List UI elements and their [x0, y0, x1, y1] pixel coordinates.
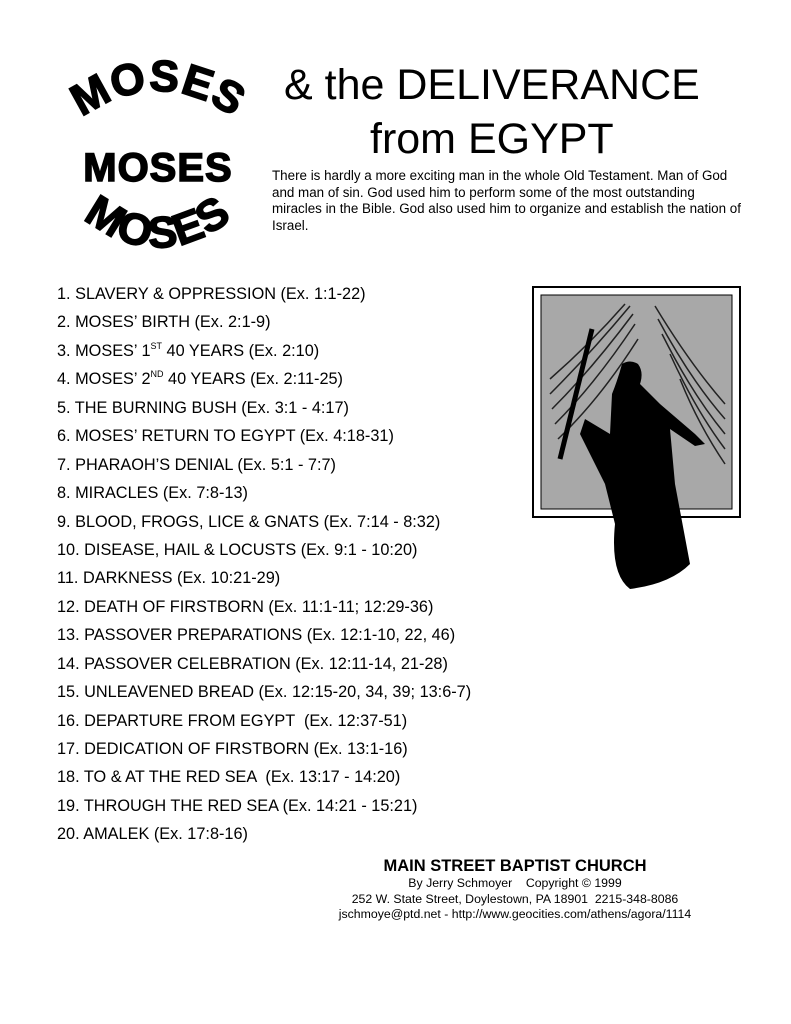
logo-word-bottom: MOSES: [77, 186, 239, 259]
author-copyright: By Jerry Schmoyer Copyright © 1999: [408, 876, 622, 890]
church-name: MAIN STREET BAPTIST CHURCH: [383, 857, 647, 875]
contact: jschmoye@ptd.net - http://www.geocities.com/athens/agora/1114: [338, 907, 692, 921]
lesson-item: 14. PASSOVER CELEBRATION (Ex. 12:11-14, 21-28): [57, 654, 448, 673]
lesson-item: 10. DISEASE, HAIL & LOCUSTS (Ex. 9:1 - 10:20): [57, 540, 418, 559]
lesson-item: 7. PHARAOH’S DENIAL (Ex. 5:1 - 7:7): [57, 455, 336, 474]
lesson-text-sup: ST: [150, 340, 163, 351]
title-line-2: from EGYPT: [370, 115, 614, 163]
moses-logo: [40, 55, 280, 285]
lesson-item: 12. DEATH OF FIRSTBORN (Ex. 11:1-11; 12:29-36): [57, 597, 434, 616]
lesson-item: [57, 365, 471, 393]
address: 252 W. State Street, Doylestown, PA 18901 2215-348-8086: [351, 891, 679, 906]
lesson-item: 8. MIRACLES (Ex. 7:8-13): [57, 484, 248, 503]
logo-word-middle: MOSES: [83, 146, 233, 190]
svg-text:MOSES: [62, 55, 254, 126]
logo-word-top: MOSES: [62, 55, 255, 126]
lesson-text-pre: 3. MOSES’ 1: [57, 341, 151, 360]
lesson-item: 2. MOSES’ BIRTH (Ex. 2:1-9): [57, 313, 271, 332]
lesson-item: 9. BLOOD, FROGS, LICE & GNATS (Ex. 7:14 - 8:32): [57, 512, 441, 531]
svg-text:MOSES: [77, 186, 239, 258]
lesson-item: 15. UNLEAVENED BREAD (Ex. 12:15-20, 34, 39; 13:6-7): [57, 683, 472, 702]
lesson-item: 13. PASSOVER PREPARATIONS (Ex. 12:1-10, 22, 46): [57, 626, 456, 645]
lesson-item: 16. DEPARTURE FROM EGYPT (Ex. 12:37-51): [57, 711, 408, 730]
moses-parting-sea-illustration: [530, 284, 745, 594]
lesson-item: 5. THE BURNING BUSH (Ex. 3:1 - 4:17): [57, 398, 349, 417]
title-line-1: & the DELIVERANCE: [284, 61, 700, 109]
lesson-item: 18. TO & AT THE RED SEA (Ex. 13:17 - 14:20): [57, 768, 401, 787]
lesson-text-post: 40 YEARS (Ex. 2:11-25): [163, 370, 343, 389]
lesson-text-pre: 4. MOSES’ 2: [57, 370, 151, 389]
lesson-list: [57, 280, 471, 849]
footer: [315, 856, 715, 923]
intro-paragraph: There is hardly a more exciting man in the whole Old Testament. Man of God and man of sin. God used him to perform some of the most outstanding miracles in the Bible. God also used him to organize and establish the nation of Israel.: [272, 168, 741, 233]
lesson-item: 1. SLAVERY & OPPRESSION (Ex. 1:1-22): [57, 285, 366, 303]
lesson-item: 6. MOSES’ RETURN TO EGYPT (Ex. 4:18-31): [57, 427, 394, 446]
lesson-item: [57, 337, 471, 365]
lesson-item: 19. THROUGH THE RED SEA (Ex. 14:21 - 15:21): [57, 796, 418, 815]
lesson-item: 11. DARKNESS (Ex. 10:21-29): [57, 569, 281, 588]
lesson-text-post: 40 YEARS (Ex. 2:10): [162, 341, 320, 360]
lesson-item: 20. AMALEK (Ex. 17:8-16): [57, 825, 248, 844]
lesson-item: 17. DEDICATION OF FIRSTBORN (Ex. 13:1-16): [57, 740, 408, 758]
lesson-text-sup: ND: [150, 369, 164, 380]
